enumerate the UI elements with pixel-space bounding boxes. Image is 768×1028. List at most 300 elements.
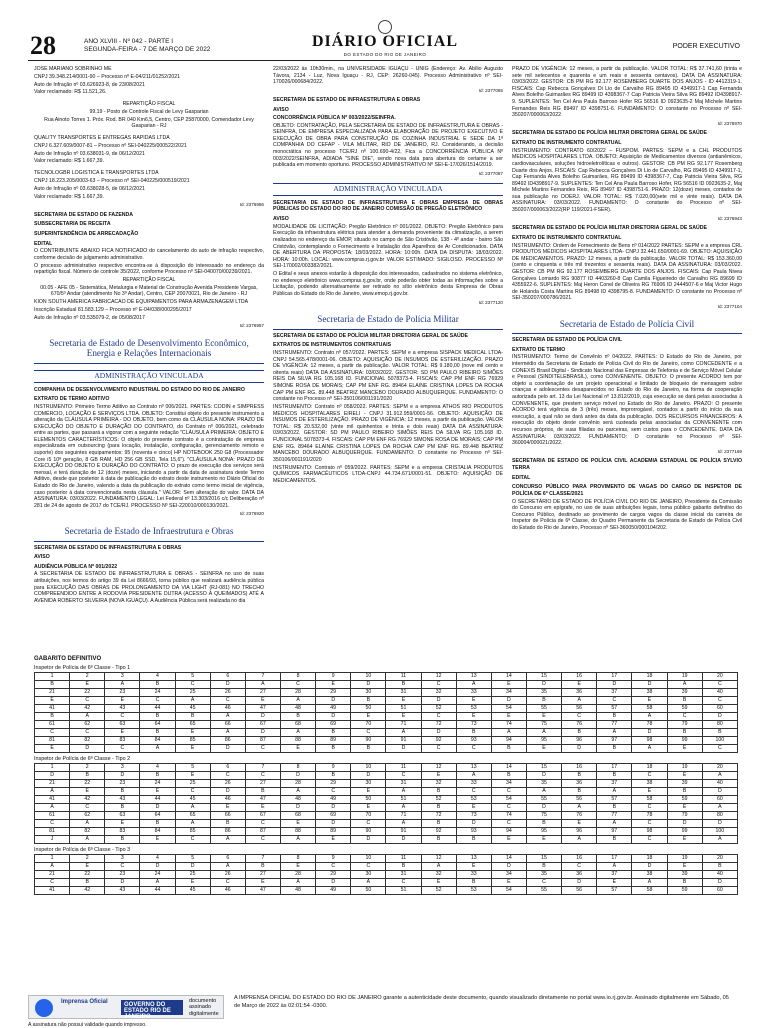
doc-id: Id: 2376957 xyxy=(239,323,264,329)
question-number-cell: 15 xyxy=(526,764,561,772)
answer-cell: B xyxy=(386,681,421,689)
answer-cell: A xyxy=(526,729,561,737)
question-number-cell: 52 xyxy=(421,705,456,713)
question-number-cell: 56 xyxy=(562,887,597,895)
answer-cell: E xyxy=(70,788,105,796)
question-number-cell: 84 xyxy=(140,737,175,745)
question-number-cell: 54 xyxy=(491,705,526,713)
answer-key-title: GABARITO DEFINITIVO xyxy=(34,656,102,662)
question-number-cell: 38 xyxy=(632,780,667,788)
question-number-cell: 6 xyxy=(210,764,245,772)
answer-cell: E xyxy=(491,681,526,689)
answer-cell: A xyxy=(702,804,737,812)
question-number-cell: 53 xyxy=(456,705,491,713)
question-number-cell: 88 xyxy=(280,828,315,836)
paragraph: INSTRUMENTO: Contrato nº 058/2022. PARTES: SEPM e a empresa ATHOS RIO PRODUTOS MEDICOS HOSPITALARES EIRELI - CNPJ 31.912.959/0001-56. OBJETO: AQUISIÇÃO DE INSUMOS DE ESTERILIZAÇÃO. PRAZO DE VIGÊNCIA: 12 meses, a partir da publicação. VALOR TOTAL: R$ 20.532,00 (vinte mil quinhentos e trinta e dois reais) DATA DA ASSINATURA: 03/03/2022. GESTOR: SD PM PAULO RIBEIRO SIMÕES REIS DA SILVA RG 105.168 ID. FUNCIONAL 5078373-4. FISCAIS: CAP PM ENF RG 76929 SIMONE ROSA DE MORAIS; CAP PM ENF RG. 89464 ELAINE CRISTINA LOPES DA ROCHA CAP PM ENF RG. 89.448 BEATRIZ MANCEBO DOURADO ALBUQUERQUE. FUNDAMENTO: O constante no Processo nº SEI-350106/001191/2020 xyxy=(273,403,503,463)
answer-cell: A xyxy=(70,820,105,828)
text-line: TECNOLOGBR LOGISTICA E TRANSPORTES LTDA xyxy=(34,170,159,177)
question-number-cell: 2 xyxy=(70,855,105,863)
answer-cell: B xyxy=(597,772,632,780)
answer-cell: C xyxy=(386,879,421,887)
answer-cell: B xyxy=(526,820,561,828)
question-number-cell: 18 xyxy=(632,673,667,681)
answer-cell: E xyxy=(386,697,421,705)
question-number-cell: 37 xyxy=(597,871,632,879)
answer-cell: B xyxy=(597,804,632,812)
answer-cell: B xyxy=(456,729,491,737)
question-number-cell: 88 xyxy=(280,737,315,745)
question-number-cell: 37 xyxy=(597,780,632,788)
table-row xyxy=(35,788,738,796)
heading: EXTRATO DE TERMO xyxy=(512,346,566,353)
answer-cell: B xyxy=(35,681,70,689)
table-row xyxy=(35,812,738,820)
answer-cell: B xyxy=(491,772,526,780)
answer-cell: D xyxy=(351,681,386,689)
paragraph: MODALIDADE DE LICITAÇÃO: Pregão Eletrônico nº 001/2022. OBJETO: Pregão Eletrônico para Execução da infraestrutura elétrica para atender a demanda proveniente da climatização, a serem realizados no endereço da EMOP, situado no campo de São Cristóvão, 138 - 4º andar - bairro São Cristóvão, contemplando o Fornecimento e Instalação dos Aparelhos de Ar Condicionados. DATA DE ABERTURA DA PROPOSTA: 18/03/2022. HORA: 10:00h. DATA DA DISPUTA: 18/03/2022. HORA: 10:00h. LOCAL: www.compras.rj.gov.br VALOR ESTIMADO: SIGILOSO. PROCESSO Nº SEI-170002/003382/2021. xyxy=(273,223,503,270)
answer-cell: E xyxy=(526,836,561,844)
question-number-cell: 57 xyxy=(597,887,632,895)
question-number-cell: 68 xyxy=(280,721,315,729)
question-number-cell: 92 xyxy=(421,737,456,745)
question-number-cell: 79 xyxy=(667,812,702,820)
digital-signature-label: documento assinado digitalmente xyxy=(189,998,219,1017)
question-number-cell: 51 xyxy=(386,887,421,895)
answer-cell: C xyxy=(70,804,105,812)
answer-cell: B xyxy=(351,697,386,705)
answer-cell: E xyxy=(35,745,70,753)
question-number-cell: 36 xyxy=(562,780,597,788)
question-number-cell: 70 xyxy=(351,721,386,729)
question-number-cell: 47 xyxy=(245,887,280,895)
question-number-cell: 16 xyxy=(562,855,597,863)
subsection-title: ADMINISTRAÇÃO VINCULADA xyxy=(273,183,503,196)
heading: CONCORRÊNCIA PÚBLICA Nº 003/2022/SEINFRA. xyxy=(273,114,396,121)
question-number-cell: 21 xyxy=(35,871,70,879)
question-number-cell: 58 xyxy=(632,887,667,895)
question-number-cell: 78 xyxy=(632,721,667,729)
answer-cell: D xyxy=(702,879,737,887)
answer-cell: E xyxy=(245,804,280,812)
answer-cell: D xyxy=(702,820,737,828)
question-number-cell: 39 xyxy=(667,871,702,879)
question-number-cell: 45 xyxy=(175,796,210,804)
table-row xyxy=(35,863,738,871)
question-number-cell: 1 xyxy=(35,855,70,863)
question-number-cell: 90 xyxy=(351,737,386,745)
question-number-cell: 54 xyxy=(491,796,526,804)
answer-cell: E xyxy=(456,804,491,812)
answer-cell: A xyxy=(35,863,70,871)
question-number-cell: 32 xyxy=(421,871,456,879)
answer-cell: A xyxy=(351,879,386,887)
heading: EDITAL xyxy=(34,240,53,247)
answer-cell: A xyxy=(280,697,315,705)
column-1 xyxy=(34,66,264,654)
answer-cell: D xyxy=(210,788,245,796)
question-number-cell: 62 xyxy=(70,812,105,820)
question-number-cell: 20 xyxy=(702,855,737,863)
question-number-cell: 5 xyxy=(175,764,210,772)
question-number-cell: 17 xyxy=(597,673,632,681)
answer-cell: D xyxy=(351,772,386,780)
answer-cell: D xyxy=(562,879,597,887)
answer-cell: D xyxy=(280,772,315,780)
answer-cell: B xyxy=(140,772,175,780)
answer-cell: D xyxy=(105,772,140,780)
answer-cell: E xyxy=(562,681,597,689)
answer-cell: C xyxy=(105,863,140,871)
heading: COMPANHIA DE DESENVOLVIMENTO INDUSTRIAL DO ESTADO DO RIO DE JANEIRO xyxy=(34,386,245,393)
answer-cell: D xyxy=(175,863,210,871)
answer-cell: E xyxy=(667,863,702,871)
question-number-cell: 48 xyxy=(280,887,315,895)
question-number-cell: 81 xyxy=(35,828,70,836)
heading: SECRETARIA DE ESTADO DE POLÍCIA CIVIL xyxy=(512,337,623,344)
answer-cell: C xyxy=(245,836,280,844)
question-number-cell: 72 xyxy=(421,812,456,820)
doc-id: Id: 2377104 xyxy=(717,303,742,309)
answer-cell: C xyxy=(702,745,737,753)
question-number-cell: 76 xyxy=(562,721,597,729)
answer-cell: E xyxy=(632,788,667,796)
answer-cell: A xyxy=(386,788,421,796)
answer-cell: E xyxy=(526,713,561,721)
question-number-cell: 22 xyxy=(70,780,105,788)
question-number-cell: 54 xyxy=(491,887,526,895)
question-number-cell: 95 xyxy=(526,737,561,745)
answer-cell: B xyxy=(421,788,456,796)
question-number-cell: 83 xyxy=(105,828,140,836)
question-number-cell: 30 xyxy=(351,871,386,879)
answer-cell: E xyxy=(140,836,175,844)
answer-cell: C xyxy=(421,681,456,689)
question-number-cell: 74 xyxy=(491,812,526,820)
question-number-cell: 49 xyxy=(316,887,351,895)
answer-cell: D xyxy=(105,879,140,887)
question-number-cell: 50 xyxy=(351,796,386,804)
question-number-cell: 17 xyxy=(597,764,632,772)
question-number-cell: 57 xyxy=(597,796,632,804)
question-number-cell: 24 xyxy=(140,780,175,788)
question-number-cell: 4 xyxy=(140,855,175,863)
answer-cell: C xyxy=(210,772,245,780)
answer-cell: B xyxy=(140,713,175,721)
question-number-cell: 48 xyxy=(280,796,315,804)
answer-cell: A xyxy=(140,745,175,753)
question-number-cell: 29 xyxy=(316,689,351,697)
question-number-cell: 31 xyxy=(386,689,421,697)
table-row xyxy=(35,772,738,780)
question-number-cell: 56 xyxy=(562,705,597,713)
question-number-cell: 42 xyxy=(70,796,105,804)
question-number-cell: 3 xyxy=(105,764,140,772)
heading: SUPERINTENDÊNCIA DE ARRECADAÇÃO xyxy=(34,230,139,237)
question-number-cell: 11 xyxy=(386,764,421,772)
question-number-cell: 34 xyxy=(491,871,526,879)
question-number-cell: 19 xyxy=(667,855,702,863)
answer-cell: J xyxy=(35,836,70,844)
answer-cell: A xyxy=(421,863,456,871)
answer-key-subtitle: Inspetor de Polícia de 6ª Classe - Tipo 3 xyxy=(34,847,131,853)
answer-cell: D xyxy=(491,697,526,705)
heading: EXTRATO DE INSTRUMENTO CONTRATUAL xyxy=(512,234,622,241)
answer-cell: D xyxy=(386,836,421,844)
heading: SUBSECRETARIA DE RECEITA xyxy=(34,221,111,228)
column-3 xyxy=(512,66,742,654)
answer-cell: C xyxy=(105,713,140,721)
question-number-cell: 55 xyxy=(526,796,561,804)
question-number-cell: 43 xyxy=(105,887,140,895)
answer-cell: D xyxy=(632,729,667,737)
answer-cell: D xyxy=(140,804,175,812)
answer-cell: A xyxy=(105,681,140,689)
answer-cell: D xyxy=(245,729,280,737)
question-number-cell: 36 xyxy=(562,871,597,879)
question-number-cell: 36 xyxy=(562,689,597,697)
imprensa-logo-icon xyxy=(35,999,53,1017)
answer-cell: A xyxy=(632,745,667,753)
question-number-cell: 81 xyxy=(35,737,70,745)
answer-cell: B xyxy=(421,836,456,844)
answer-cell: B xyxy=(702,729,737,737)
journal-title: DIÁRIO OFICIAL xyxy=(311,33,458,50)
paragraph: O SECRETÁRIO DE ESTADO DE POLÍCIA CIVIL DO RIO DE JANEIRO, Presidente da Comissão do Concurso em epígrafe, no uso de suas atribuições legais, torna público gabarito definitivo do Concurso Público, destinado ao provimento de cargos vagos da classe inicial da carreira de Inspetor de Polícia de 6ª Classe, do Quadro Permanente da Secretaria de Estado de Polícia Civil do Estado do Rio de Janeiro, Processo nº SEI-360050/000104/202. xyxy=(512,498,742,531)
table-row xyxy=(35,887,738,895)
table-row xyxy=(35,729,738,737)
answer-cell: D xyxy=(210,745,245,753)
answer-cell: E xyxy=(105,697,140,705)
answer-cell: C xyxy=(105,745,140,753)
question-number-cell: 21 xyxy=(35,780,70,788)
question-number-cell: 56 xyxy=(562,796,597,804)
question-number-cell: 1 xyxy=(35,673,70,681)
question-number-cell: 59 xyxy=(667,887,702,895)
answer-cell: E xyxy=(491,713,526,721)
question-number-cell: 87 xyxy=(245,737,280,745)
answer-cell: E xyxy=(316,681,351,689)
answer-cell: A xyxy=(597,863,632,871)
answer-cell: D xyxy=(456,820,491,828)
question-number-cell: 31 xyxy=(386,780,421,788)
question-number-cell: 75 xyxy=(526,812,561,820)
question-number-cell: 97 xyxy=(597,828,632,836)
answer-cell: C xyxy=(70,729,105,737)
table-row xyxy=(35,796,738,804)
answer-cell: D xyxy=(632,681,667,689)
answer-cell: A xyxy=(386,804,421,812)
answer-cell: E xyxy=(70,863,105,871)
question-number-cell: 42 xyxy=(70,887,105,895)
column-2 xyxy=(273,66,503,654)
question-number-cell: 60 xyxy=(702,796,737,804)
answer-cell: B xyxy=(597,745,632,753)
question-number-cell: 63 xyxy=(105,812,140,820)
answer-cell: C xyxy=(597,697,632,705)
page-header xyxy=(0,0,768,62)
answer-cell: C xyxy=(386,772,421,780)
question-number-cell: 32 xyxy=(421,689,456,697)
answer-cell: C xyxy=(491,804,526,812)
question-number-cell: 44 xyxy=(140,887,175,895)
answer-cell: E xyxy=(105,820,140,828)
answer-cell: E xyxy=(280,863,315,871)
answer-cell: A xyxy=(562,836,597,844)
table-row xyxy=(35,828,738,836)
question-number-cell: 3 xyxy=(105,673,140,681)
question-number-cell: 35 xyxy=(526,689,561,697)
question-number-cell: 8 xyxy=(280,764,315,772)
text-line: Valor reclamado: R$ 1.667,39. xyxy=(34,158,104,165)
answer-cell: B xyxy=(386,863,421,871)
answer-cell: E xyxy=(456,863,491,871)
question-number-cell: 33 xyxy=(456,871,491,879)
answer-cell: B xyxy=(526,697,561,705)
question-number-cell: 62 xyxy=(70,721,105,729)
question-number-cell: 70 xyxy=(351,812,386,820)
question-number-cell: 2 xyxy=(70,764,105,772)
question-number-cell: 63 xyxy=(105,721,140,729)
question-number-cell: 61 xyxy=(35,721,70,729)
answer-cell: B xyxy=(105,836,140,844)
paragraph: 22/03/2022 às 10h30min., na UNIVERSIDADE IGUAÇU - UNIG (Endereço: Av. Abílio Augusto Távora, 2134 - Luz, Nova Iguaçu - RJ, CEP: 26260-045). Processo Administrativo nº SEI-170026/000684/2022. xyxy=(273,66,503,86)
question-number-cell: 90 xyxy=(351,828,386,836)
answer-cell: A xyxy=(280,836,315,844)
doc-id: Id: 2376956 xyxy=(239,202,264,208)
question-number-cell: 25 xyxy=(175,780,210,788)
question-number-cell: 42 xyxy=(70,705,105,713)
answer-cell: E xyxy=(280,820,315,828)
question-number-cell: 22 xyxy=(70,689,105,697)
question-number-cell: 13 xyxy=(456,764,491,772)
answer-cell: E xyxy=(70,681,105,689)
question-number-cell: 10 xyxy=(351,673,386,681)
question-number-cell: 48 xyxy=(280,705,315,713)
question-number-cell: 5 xyxy=(175,855,210,863)
question-number-cell: 14 xyxy=(491,764,526,772)
question-number-cell: 99 xyxy=(667,737,702,745)
answer-cell: D xyxy=(702,713,737,721)
answer-cell: C xyxy=(632,772,667,780)
answer-key-subtitle: Inspetor de Polícia de 6ª Classe - Tipo 2 xyxy=(34,756,131,762)
answer-cell: C xyxy=(526,879,561,887)
question-number-cell: 94 xyxy=(491,737,526,745)
answer-cell: A xyxy=(280,729,315,737)
question-number-cell: 16 xyxy=(562,673,597,681)
question-number-cell: 68 xyxy=(280,812,315,820)
question-number-cell: 3 xyxy=(105,855,140,863)
answer-cell: E xyxy=(421,879,456,887)
coat-of-arms-icon xyxy=(378,20,392,34)
paragraph: Auto de Infração nº 03.535079-2, de 05/08/2017 xyxy=(34,314,145,321)
answer-cell: D xyxy=(632,863,667,871)
question-number-cell: 60 xyxy=(702,705,737,713)
answer-cell: B xyxy=(140,729,175,737)
question-number-cell: 87 xyxy=(245,828,280,836)
power-label: PODER EXECUTIVO xyxy=(672,43,740,50)
rj-government-logo: GOVERNO DO ESTADO RIO DE JANEIRO xyxy=(121,1000,183,1015)
print-validity-note: A assinatura não possui validade quando impresso. xyxy=(28,1022,147,1028)
answer-cell: B xyxy=(597,713,632,721)
answer-cell: E xyxy=(140,788,175,796)
heading: EXTRATO DE TERMO ADITIVO xyxy=(34,396,110,403)
answer-cell: B xyxy=(280,713,315,721)
heading: AVISO xyxy=(273,216,289,223)
question-number-cell: 43 xyxy=(105,705,140,713)
paragraph: KION SOUTH AMERICA FABRICACAO DE EQUIPAMENTOS PARA ARMAZENAGEM LTDA xyxy=(34,299,249,306)
question-number-cell: 20 xyxy=(702,673,737,681)
table-row xyxy=(35,879,738,887)
answer-cell: C xyxy=(491,788,526,796)
question-number-cell: 35 xyxy=(526,780,561,788)
question-number-cell: 69 xyxy=(316,721,351,729)
question-number-cell: 43 xyxy=(105,796,140,804)
answer-cell: B xyxy=(210,820,245,828)
question-number-cell: 28 xyxy=(280,780,315,788)
answer-cell: D xyxy=(140,863,175,871)
paragraph: OBJETO: CONTRATAÇÃO, PELA SECRETARIA DE ESTADO DE INFRAESTRUTURA E OBRAS - SEINFRA, DE EMPRESA ESPECIALIZADA PARA ELABORAÇÃO DE PROJETO EXECUTIVO E EXECUÇÃO DE OBRA PARA CONSTRUÇÃO DE COZINHA INDUSTRIAL E SEDE DA 1ª COMPANHIA DO CEFAP - VILA MILITAR, RIO DE JANEIRO, RJ. Considerando, a decisão monocrática no processo TCE/RJ nº 100.690-4/22, Fica a CONCORRÊNCIA PÚBLICA Nº 003/2022/SEINFRA, ADIADA "SINE DIE", sendo nova data para abertura do certame a ser publicada em momento oportuno. PROCESSO ADMINISTRATIVO Nº SEI-E-17/026/1514/2019. xyxy=(273,122,503,169)
question-number-cell: 41 xyxy=(35,887,70,895)
answer-cell: D xyxy=(597,681,632,689)
question-number-cell: 46 xyxy=(210,796,245,804)
question-number-cell: 66 xyxy=(210,721,245,729)
answer-cell: D xyxy=(245,713,280,721)
answer-cell: A xyxy=(456,681,491,689)
answer-cell: B xyxy=(316,772,351,780)
question-number-cell: 38 xyxy=(632,871,667,879)
doc-id: Id: 2376920 xyxy=(239,511,264,517)
answer-cell: E xyxy=(667,804,702,812)
question-number-cell: 15 xyxy=(526,673,561,681)
table-row xyxy=(35,713,738,721)
answer-table-tipo-1 xyxy=(34,672,738,753)
question-number-cell: 5 xyxy=(175,673,210,681)
heading: AUDIÊNCIA PÚBLICA Nº 001/2022 xyxy=(34,563,118,570)
question-number-cell: 8 xyxy=(280,673,315,681)
question-number-cell: 50 xyxy=(351,887,386,895)
question-number-cell: 34 xyxy=(491,780,526,788)
question-number-cell: 53 xyxy=(456,887,491,895)
answer-cell: A xyxy=(597,788,632,796)
answer-cell: C xyxy=(210,697,245,705)
question-number-cell: 13 xyxy=(456,673,491,681)
answer-cell: E xyxy=(562,820,597,828)
question-number-cell: 47 xyxy=(245,796,280,804)
question-number-cell: 9 xyxy=(316,764,351,772)
question-number-cell: 83 xyxy=(105,737,140,745)
answer-cell: A xyxy=(491,729,526,737)
question-number-cell: 91 xyxy=(386,828,421,836)
answer-cell: E xyxy=(491,879,526,887)
answer-cell: C xyxy=(562,863,597,871)
text-line: 99.19 - Posto de Controle Fiscal de Levy Gasparian xyxy=(89,108,209,115)
table-row xyxy=(35,705,738,713)
doc-id: Id: 2376970 xyxy=(717,120,742,126)
answer-key-subtitle: Inspetor de Polícia de 6ª Classe - Tipo 1 xyxy=(34,665,131,671)
question-number-cell: 40 xyxy=(702,780,737,788)
answer-cell: B xyxy=(105,804,140,812)
answer-cell: E xyxy=(316,836,351,844)
question-number-cell: 85 xyxy=(175,737,210,745)
answer-cell: A xyxy=(210,713,245,721)
question-number-cell: 34 xyxy=(491,689,526,697)
question-number-cell: 78 xyxy=(632,812,667,820)
text-line: JOSE MARIANO SOBRINHO ME xyxy=(34,66,112,72)
answer-cell: B xyxy=(597,836,632,844)
question-number-cell: 24 xyxy=(140,871,175,879)
text-line: REPARTIÇÃO FISCAL xyxy=(122,101,176,108)
answer-cell: A xyxy=(526,788,561,796)
